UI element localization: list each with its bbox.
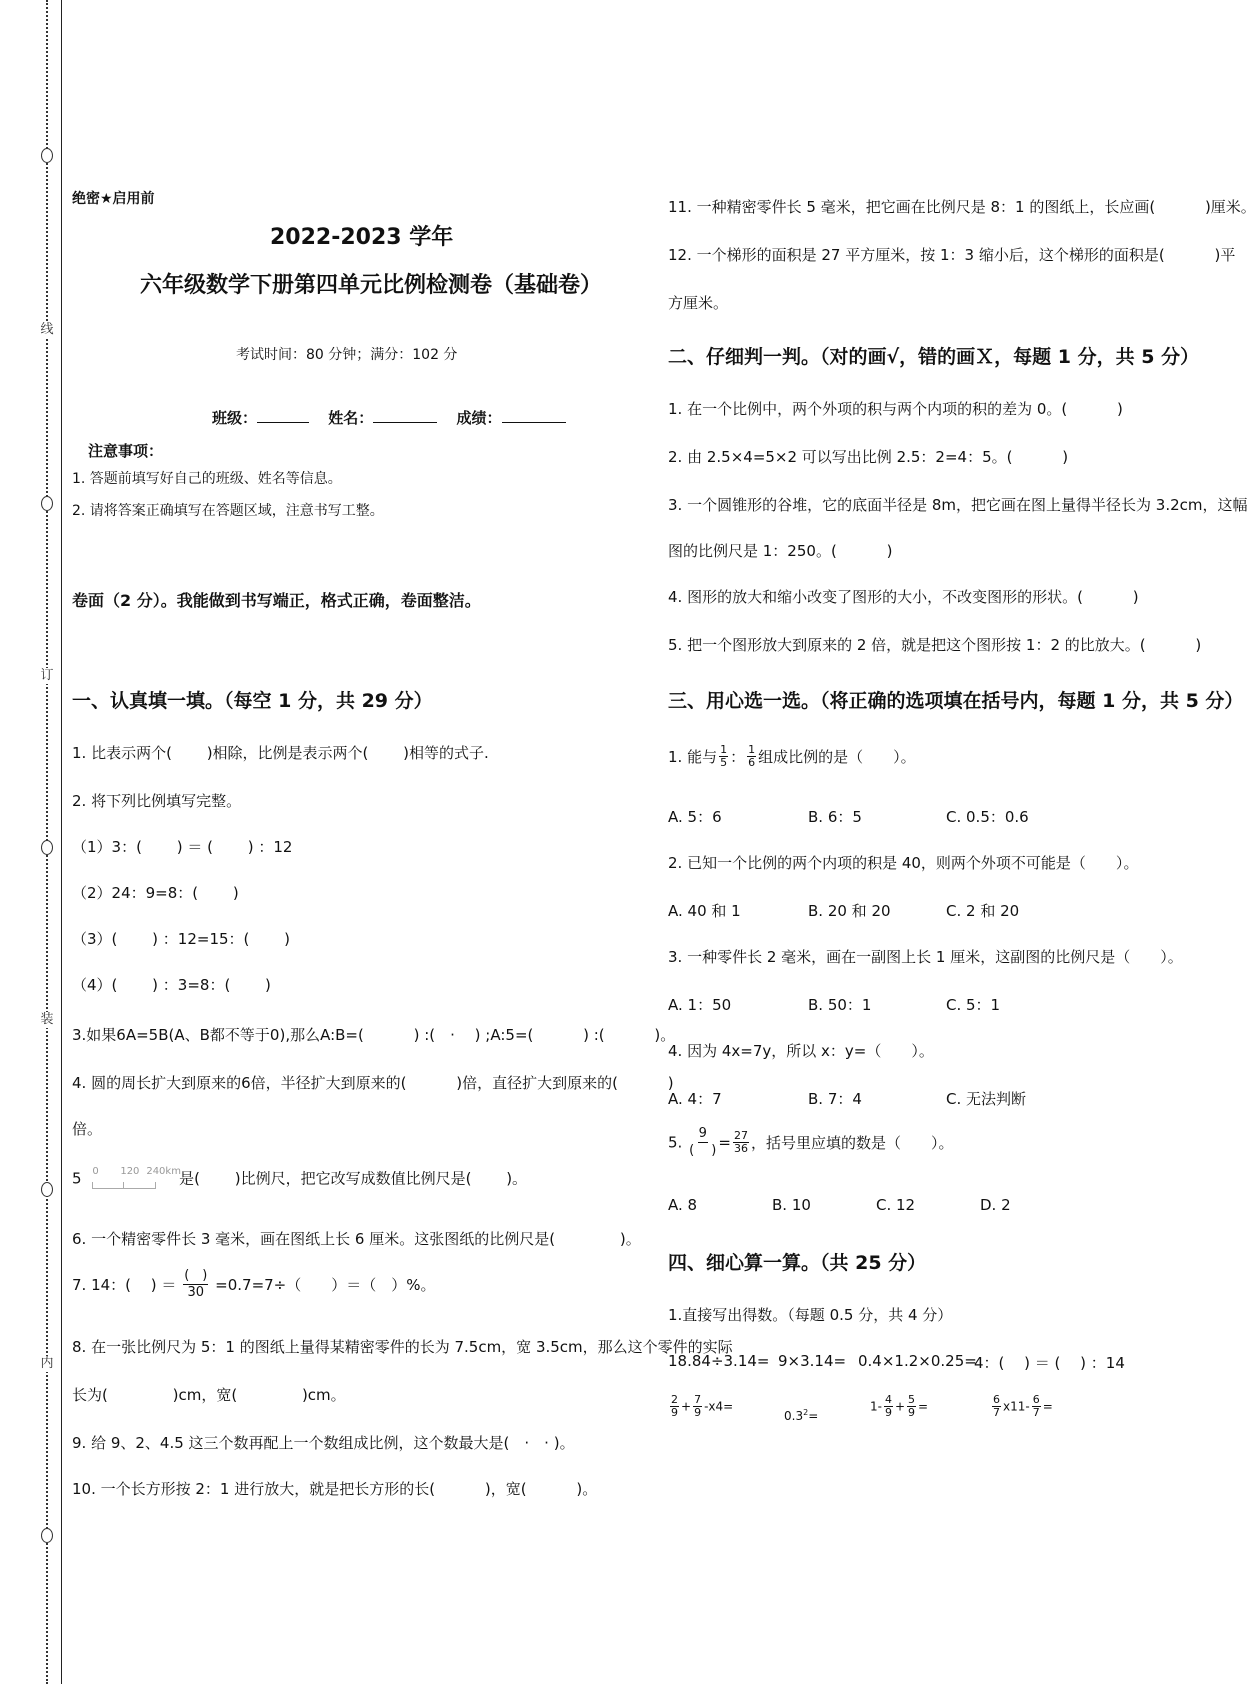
s4-calc-5 [668,1394,733,1419]
s1-q6: 6. 一个精密零件长 3 毫米，画在图纸上长 6 厘米。这张图纸的比例尺是( )。 [72,1230,641,1248]
fraction-numerator: 6 [993,1393,1000,1406]
calc-tail: = [918,1399,929,1414]
calc-fraction [670,1394,679,1419]
s1-q5 [72,1166,527,1192]
calc-tail: = [808,1409,819,1423]
fraction-numerator: 2 [671,1393,678,1406]
fraction-denominator: 5 [720,756,728,769]
s4-calc-7 [870,1394,928,1419]
s3-q1 [668,744,916,769]
binding-circle [41,1182,53,1197]
binding-mark-zhuang: 装 [38,1012,56,1028]
s3-q1-option-c: C. 0.5：0.6 [946,808,1029,826]
s1-q2-2: （2）24：9=8：( ) [72,884,239,902]
calc-exponent: 2 [803,1408,809,1417]
s3-q1-suffix: 组成比例的是（ ）。 [758,748,916,766]
s3-q3-option-a: A. 1：50 [668,996,732,1014]
calc-tail: -x4= [704,1399,734,1414]
s2-item-2: 2. 由 2.5×4=5×2 可以写出比例 2.5：2=4：5。( ) [668,448,1069,466]
fraction-denominator: ( ) [689,1143,717,1158]
fraction-numerator: 4 [884,1393,892,1406]
s1-q1: 1. 比表示两个( )相除，比例是表示两个( )相等的式子. [72,744,489,762]
s1-q7 [72,1268,436,1301]
fraction-denominator: 9 [694,1406,702,1419]
s2-item-3-line1: 3. 一个圆锥形的谷堆，它的底面半径是 8m，把它画在图上量得半径长为 3.2cm，这幅 [668,496,1248,514]
s3-q5-option-d: D. 2 [980,1196,1011,1214]
s1-q5-text: 是( )比例尺，把它改写成数值比例尺是( )。 [179,1169,528,1188]
fraction-denominator: 36 [733,1142,748,1155]
notes-heading: 注意事项： [88,442,164,460]
student-info-row [212,407,566,428]
calc-fraction [884,1394,893,1419]
s4-calc-3: 0.4×1.2×0.25= [858,1352,977,1370]
scale-bar-tick [123,1182,124,1188]
s1-q10: 10. 一个长方形按 2：1 进行放大，就是把长方形的长( )，宽( )。 [72,1480,598,1498]
s3-q1-sep: ： [730,748,746,766]
s4-calc-6 [784,1408,818,1423]
calc-base: 0.3 [784,1409,804,1423]
section4-heading: 四、细心算一算。（共 25 分） [668,1252,927,1274]
fraction-numerator: 5 [908,1393,916,1406]
plus-sign: + [681,1399,692,1414]
fraction-numerator: 9 [698,1126,707,1141]
s1-q4-line2: 倍。 [72,1120,103,1138]
s4-sub1: 1.直接写出得数。（每题 0.5 分，共 4 分） [668,1306,953,1324]
neatness-statement: 卷面（2 分）。我能做到书写端正，格式正确，卷面整洁。 [72,591,481,610]
s3-q5-eq: = [718,1133,731,1152]
class-label: 班级： [212,409,258,427]
binding-mark-xian: 线 [38,322,56,338]
s4-calc-4: 4：( ) ＝ ( ) ：14 [974,1354,1125,1372]
score-field[interactable] [502,408,566,423]
secret-label: 绝密★启用前 [72,191,155,207]
score-label: 成绩： [456,409,502,427]
s2-item-4: 4. 图形的放大和缩小改变了图形的大小，不改变图形的形状。( ) [668,588,1139,606]
binding-circle [41,148,53,163]
fraction-denominator: 30 [187,1285,205,1300]
s3-q1-prefix: 1. 能与 [668,748,718,766]
s3-q4-option-c: C. 无法判断 [946,1090,1027,1108]
section1-heading: 一、认真填一填。（每空 1 分，共 29 分） [72,690,433,712]
binding-mark-nei: 内 [38,1356,56,1372]
fraction-numerator: 1 [720,743,728,756]
s3-q1-fraction-1 [719,744,728,769]
s3-q2-option-c: C. 2 和 20 [946,902,1020,920]
calc-fraction [992,1394,1001,1419]
s1-q5-number: 5 [72,1169,82,1188]
s3-q4-option-a: A. 4：7 [668,1090,722,1108]
s3-q5-option-b: B. 10 [772,1196,811,1214]
s1-q2-4: （4）( ) ：3=8：( ) [72,976,271,994]
calc-fraction [907,1394,916,1419]
s1-q8-line2: 长为( )cm，宽( )cm。 [72,1386,346,1404]
binding-circle [41,1528,53,1543]
s3-q3-option-b: B. 50：1 [808,996,872,1014]
s3-q4-option-b: B. 7：4 [808,1090,862,1108]
scale-label-120: 120 [120,1166,140,1177]
fraction-denominator: 9 [884,1406,892,1419]
fraction-denominator: 7 [1032,1406,1040,1419]
exam-info: 考试时间：80 分钟；满分：102 分 [236,347,458,363]
calc-fraction [1032,1394,1041,1419]
s3-q5-fraction-1 [689,1126,716,1159]
s1-q9: 9. 给 9、2、4.5 这三个数再配上一个数组成比例，这个数最大是( · · )。 [72,1434,575,1452]
section2-heading: 二、仔细判一判。（对的画√，错的画Ｘ，每题 1 分，共 5 分） [668,346,1200,368]
school-year: 2022-2023 学年 [270,225,454,250]
s3-q1-fraction-2 [747,744,756,769]
s1-q12-line2: 方厘米。 [668,294,729,312]
note-2: 2. 请将答案正确填写在答题区域，注意书写工整。 [72,503,384,519]
s3-q3: 3. 一种零件长 2 毫米，画在一副图上长 1 厘米，这副图的比例尺是（ ）。 [668,948,1183,966]
section3-heading: 三、用心选一选。（将正确的选项填在括号内，每题 1 分，共 5 分） [668,690,1244,712]
scale-label-240: 240km [146,1166,181,1177]
name-label: 姓名： [328,409,374,427]
s3-q5-option-c: C. 12 [876,1196,916,1214]
fraction-denominator: 6 [748,756,756,769]
s1-q3: 3.如果6A=5B(A、B都不等于0),那么A:B=( ) :( · ) ;A:5=( ) :( )。 [72,1026,676,1044]
binding-circle [41,496,53,511]
calc-middle: x11- [1003,1399,1030,1414]
fraction-denominator: 9 [908,1406,916,1419]
binding-mark-ding: 订 [38,668,56,684]
name-field[interactable] [373,408,437,423]
fraction-numerator: ( ) [184,1268,208,1283]
calc-tail: = [1042,1399,1053,1414]
s3-q3-option-c: C. 5：1 [946,996,1001,1014]
fraction-denominator: 9 [671,1406,678,1419]
plus-sign: + [894,1399,906,1414]
s4-calc-1: 18.84÷3.14= [668,1352,770,1370]
s3-q5-option-a: A. 8 [668,1196,698,1214]
s1-q2-1: （1）3：( ) ＝ ( ) ：12 [72,838,293,856]
s2-item-1: 1. 在一个比例中，两个外项的积与两个内项的积的差为 0。( ) [668,400,1123,418]
s1-q2-3: （3）( ) ：12=15：( ) [72,930,290,948]
s3-q5-suffix: ，括号里应填的数是（ ）。 [750,1134,954,1152]
binding-margin [0,0,62,1684]
s3-q1-option-b: B. 6：5 [808,808,862,826]
s4-calc-8 [990,1394,1053,1419]
scale-label-0: 0 [92,1166,99,1177]
fraction-numerator: 1 [748,743,756,756]
calc-fraction [693,1394,702,1419]
s1-q8-line1: 8. 在一张比例尺为 5：1 的图纸上量得某精密零件的长为 7.5cm，宽 3.5cm，那么这个零件的实际 [72,1338,733,1356]
s3-q1-option-a: A. 5：6 [668,808,722,826]
s3-q5-prefix: 5. [668,1133,683,1152]
binding-circle [41,840,53,855]
s3-q4: 4. 因为 4x=7y，所以 x：y=（ ）。 [668,1042,934,1060]
s1-q7-part2: =0.7=7÷（ ）＝（ ）%。 [215,1276,436,1294]
fraction-numerator: 6 [1032,1393,1040,1406]
s3-q5 [668,1126,953,1159]
s4-calc-2: 9×3.14= [778,1352,847,1370]
s1-q11: 11. 一种精密零件长 5 毫米，把它画在比例尺是 8：1 的图纸上，长应画( )厘米。 [668,198,1256,216]
calc-head: 1- [870,1399,882,1414]
fraction-numerator: 27 [733,1129,748,1142]
s1-q4-line1: 4. 圆的周长扩大到原来的6倍，半径扩大到原来的( )倍，直径扩大到原来的( ) [72,1074,674,1092]
s1-q2: 2. 将下列比例填写完整。 [72,792,242,810]
s3-q2: 2. 已知一个比例的两个内项的积是 40，则两个外项不可能是（ ）。 [668,854,1139,872]
class-field[interactable] [257,408,309,423]
s3-q2-option-a: A. 40 和 1 [668,902,741,920]
s2-item-3-line2: 图的比例尺是 1：250。( ) [668,542,893,560]
fraction-denominator: 7 [993,1406,1000,1419]
s3-q5-fraction-2 [733,1130,749,1155]
fraction-numerator: 7 [694,1393,702,1406]
s3-q2-option-b: B. 20 和 20 [808,902,891,920]
note-1: 1. 答题前填写好自己的班级、姓名等信息。 [72,471,342,487]
s1-q7-fraction [183,1268,208,1301]
binding-solid-line [61,0,62,1684]
s2-item-5: 5. 把一个图形放大到原来的 2 倍，就是把这个图形按 1：2 的比放大。( ) [668,636,1202,654]
s1-q12-line1: 12. 一个梯形的面积是 27 平方厘米，按 1：3 缩小后，这个梯形的面积是( )平 [668,246,1236,264]
scale-bar-image [86,1166,181,1192]
page-title: 六年级数学下册第四单元比例检测卷（基础卷） [140,273,603,298]
scale-bar-line [92,1182,156,1189]
s1-q7-part1: 7. 14：( ) ＝ [72,1276,177,1294]
